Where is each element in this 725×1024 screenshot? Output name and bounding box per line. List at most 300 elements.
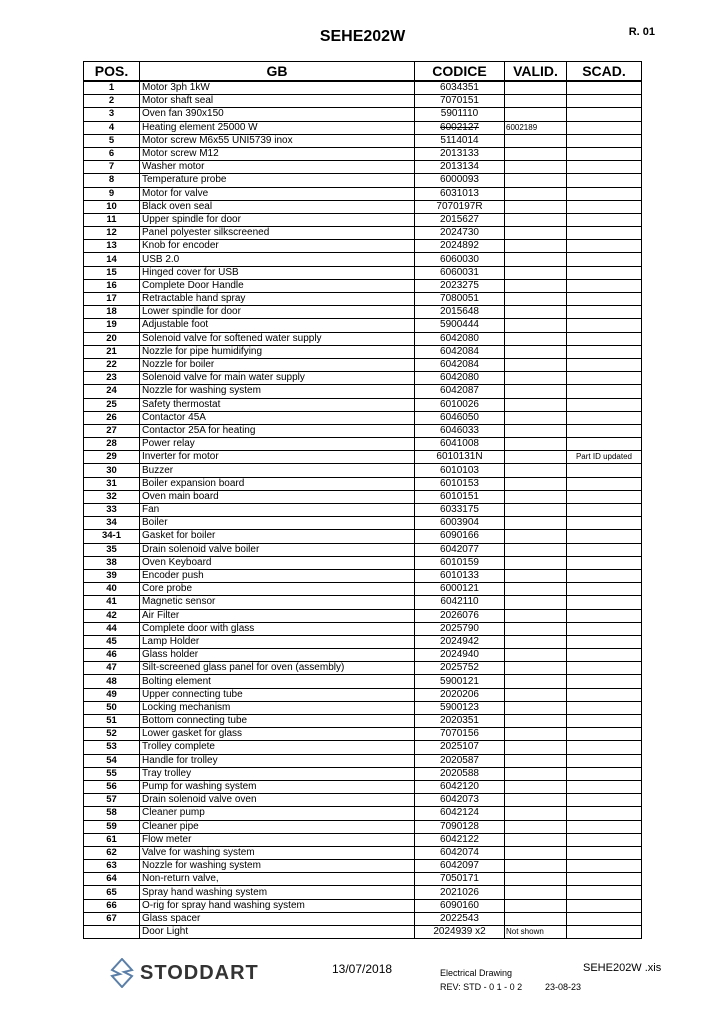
table-row — [84, 873, 642, 886]
scad-cell — [567, 912, 642, 925]
parts-table — [83, 61, 642, 939]
scad-cell — [567, 147, 642, 160]
pos-cell: 25 — [84, 398, 140, 411]
code-cell: 6042074 — [415, 846, 505, 859]
scad-cell — [567, 860, 642, 873]
code-cell: 6042077 — [415, 543, 505, 556]
table-row — [84, 134, 642, 147]
code-cell: 2021026 — [415, 886, 505, 899]
valid-cell — [505, 279, 567, 292]
pos-cell — [84, 926, 140, 939]
scad-cell — [567, 306, 642, 319]
valid-cell — [505, 556, 567, 569]
pos-cell: 48 — [84, 675, 140, 688]
pos-cell: 2 — [84, 95, 140, 108]
scad-cell — [567, 464, 642, 477]
code-cell: 6042080 — [415, 372, 505, 385]
table-row — [84, 279, 642, 292]
pos-cell: 31 — [84, 477, 140, 490]
table-row — [84, 899, 642, 912]
valid-cell — [505, 635, 567, 648]
col-header-pos: POS. — [84, 62, 140, 82]
scad-cell — [567, 635, 642, 648]
valid-cell — [505, 477, 567, 490]
scad-cell — [567, 596, 642, 609]
pos-cell: 29 — [84, 451, 140, 464]
valid-cell — [505, 767, 567, 780]
scad-cell — [567, 609, 642, 622]
table-row — [84, 227, 642, 240]
table-row — [84, 675, 642, 688]
scad-cell — [567, 701, 642, 714]
pos-cell: 11 — [84, 213, 140, 226]
valid-cell — [505, 794, 567, 807]
table-row — [84, 424, 642, 437]
table-row — [84, 846, 642, 859]
valid-cell — [505, 899, 567, 912]
valid-cell — [505, 490, 567, 503]
valid-cell — [505, 780, 567, 793]
table-row — [84, 240, 642, 253]
description-cell: Solenoid valve for softened water supply — [140, 332, 415, 345]
pos-cell: 16 — [84, 279, 140, 292]
table-row — [84, 187, 642, 200]
code-cell: 6002127 — [415, 121, 505, 134]
scad-cell — [567, 240, 642, 253]
table-row — [84, 556, 642, 569]
valid-cell — [505, 81, 567, 95]
pos-cell: 5 — [84, 134, 140, 147]
scad-cell — [567, 358, 642, 371]
valid-cell — [505, 662, 567, 675]
pos-cell: 63 — [84, 860, 140, 873]
scad-cell — [567, 319, 642, 332]
code-cell: 6041008 — [415, 438, 505, 451]
table-row — [84, 543, 642, 556]
code-cell: 6010159 — [415, 556, 505, 569]
scad-cell — [567, 504, 642, 517]
valid-cell — [505, 569, 567, 582]
description-cell: Hinged cover for USB — [140, 266, 415, 279]
scad-cell: Part ID updated — [567, 451, 642, 464]
description-cell: Bolting element — [140, 675, 415, 688]
code-cell: 7070197R — [415, 200, 505, 213]
description-cell: Motor shaft seal — [140, 95, 415, 108]
table-row — [84, 332, 642, 345]
pos-cell: 49 — [84, 688, 140, 701]
code-cell: 6033175 — [415, 504, 505, 517]
table-row — [84, 609, 642, 622]
valid-cell — [505, 174, 567, 187]
code-cell: 2026076 — [415, 609, 505, 622]
table-row — [84, 754, 642, 767]
scad-cell — [567, 794, 642, 807]
brand-logo — [110, 958, 259, 988]
code-cell: 2022543 — [415, 912, 505, 925]
description-cell: Locking mechanism — [140, 701, 415, 714]
table-row — [84, 306, 642, 319]
table-row — [84, 649, 642, 662]
description-cell: Black oven seal — [140, 200, 415, 213]
col-header-gb: GB — [140, 62, 415, 82]
table-row — [84, 688, 642, 701]
scad-cell — [567, 517, 642, 530]
code-cell: 2020206 — [415, 688, 505, 701]
scad-cell — [567, 886, 642, 899]
description-cell: Flow meter — [140, 833, 415, 846]
scad-cell — [567, 187, 642, 200]
scad-cell — [567, 583, 642, 596]
description-cell: Silt-screened glass panel for oven (assembly) — [140, 662, 415, 675]
table-row — [84, 161, 642, 174]
table-row — [84, 174, 642, 187]
pos-cell: 14 — [84, 253, 140, 266]
scad-cell — [567, 411, 642, 424]
scad-cell — [567, 754, 642, 767]
code-cell: 7090128 — [415, 820, 505, 833]
description-cell: Glass holder — [140, 649, 415, 662]
code-cell: 6000093 — [415, 174, 505, 187]
valid-cell — [505, 912, 567, 925]
pos-cell: 15 — [84, 266, 140, 279]
code-cell: 6031013 — [415, 187, 505, 200]
pos-cell: 56 — [84, 780, 140, 793]
description-cell: Complete Door Handle — [140, 279, 415, 292]
description-cell: Motor 3ph 1kW — [140, 81, 415, 95]
valid-cell — [505, 438, 567, 451]
description-cell: Nozzle for washing system — [140, 385, 415, 398]
code-cell: 6042110 — [415, 596, 505, 609]
scad-cell — [567, 807, 642, 820]
table-row — [84, 504, 642, 517]
code-cell: 2023275 — [415, 279, 505, 292]
description-cell: Glass spacer — [140, 912, 415, 925]
description-cell: Nozzle for washing system — [140, 860, 415, 873]
valid-cell: Not shown — [505, 926, 567, 939]
valid-cell — [505, 266, 567, 279]
code-cell: 6034351 — [415, 81, 505, 95]
code-cell: 6042087 — [415, 385, 505, 398]
table-header-row — [84, 62, 642, 82]
table-row — [84, 266, 642, 279]
table-row — [84, 213, 642, 226]
description-cell: Lamp Holder — [140, 635, 415, 648]
scad-cell — [567, 134, 642, 147]
description-cell: Motor screw M12 — [140, 147, 415, 160]
pos-cell: 64 — [84, 873, 140, 886]
description-cell: Lower spindle for door — [140, 306, 415, 319]
scad-cell — [567, 846, 642, 859]
scad-cell — [567, 161, 642, 174]
code-cell: 7050171 — [415, 873, 505, 886]
description-cell: Cleaner pump — [140, 807, 415, 820]
code-cell: 7080051 — [415, 293, 505, 306]
valid-cell — [505, 886, 567, 899]
table-row — [84, 108, 642, 121]
table-row — [84, 569, 642, 582]
scad-cell — [567, 715, 642, 728]
description-cell: Contactor 25A for heating — [140, 424, 415, 437]
scad-cell — [567, 121, 642, 134]
description-cell: Solenoid valve for main water supply — [140, 372, 415, 385]
valid-cell — [505, 411, 567, 424]
code-cell: 7070151 — [415, 95, 505, 108]
pos-cell: 45 — [84, 635, 140, 648]
valid-cell — [505, 385, 567, 398]
valid-cell — [505, 398, 567, 411]
code-cell: 2024892 — [415, 240, 505, 253]
pos-cell: 55 — [84, 767, 140, 780]
scad-cell — [567, 688, 642, 701]
valid-cell — [505, 688, 567, 701]
description-cell: Drain solenoid valve boiler — [140, 543, 415, 556]
description-cell: Lower gasket for glass — [140, 728, 415, 741]
table-row — [84, 596, 642, 609]
brand-name: STODDART — [140, 961, 259, 984]
code-cell: 6046050 — [415, 411, 505, 424]
scad-cell — [567, 293, 642, 306]
description-cell: O-rig for spray hand washing system — [140, 899, 415, 912]
scad-cell — [567, 833, 642, 846]
pos-cell: 58 — [84, 807, 140, 820]
pos-cell: 18 — [84, 306, 140, 319]
pos-cell: 3 — [84, 108, 140, 121]
description-cell: Heating element 25000 W — [140, 121, 415, 134]
valid-cell — [505, 609, 567, 622]
table-row — [84, 81, 642, 95]
scad-cell — [567, 279, 642, 292]
code-cell: 6042073 — [415, 794, 505, 807]
pos-cell: 53 — [84, 741, 140, 754]
pos-cell: 61 — [84, 833, 140, 846]
code-cell: 6042124 — [415, 807, 505, 820]
table-row — [84, 701, 642, 714]
pos-cell: 30 — [84, 464, 140, 477]
table-row — [84, 345, 642, 358]
table-row — [84, 490, 642, 503]
pos-cell: 41 — [84, 596, 140, 609]
code-cell: 2024940 — [415, 649, 505, 662]
table-row — [84, 926, 642, 939]
valid-cell — [505, 504, 567, 517]
scad-cell — [567, 200, 642, 213]
description-cell: Nozzle for boiler — [140, 358, 415, 371]
scad-cell — [567, 622, 642, 635]
stoddart-logo-icon — [110, 958, 134, 988]
valid-cell — [505, 213, 567, 226]
scad-cell — [567, 780, 642, 793]
description-cell: Oven fan 390x150 — [140, 108, 415, 121]
pos-cell: 34-1 — [84, 530, 140, 543]
code-cell: 6042080 — [415, 332, 505, 345]
pos-cell: 22 — [84, 358, 140, 371]
description-cell: Adjustable foot — [140, 319, 415, 332]
pos-cell: 38 — [84, 556, 140, 569]
code-cell: 6042097 — [415, 860, 505, 873]
revision-label: R. 01 — [628, 26, 655, 38]
pos-cell: 40 — [84, 583, 140, 596]
description-cell: Upper connecting tube — [140, 688, 415, 701]
code-cell: 2025752 — [415, 662, 505, 675]
table-row — [84, 794, 642, 807]
scad-cell — [567, 213, 642, 226]
pos-cell: 65 — [84, 886, 140, 899]
pos-cell: 67 — [84, 912, 140, 925]
pos-cell: 54 — [84, 754, 140, 767]
pos-cell: 46 — [84, 649, 140, 662]
code-cell: 6090166 — [415, 530, 505, 543]
code-cell: 2015627 — [415, 213, 505, 226]
code-cell: 6046033 — [415, 424, 505, 437]
description-cell: Washer motor — [140, 161, 415, 174]
pos-cell: 20 — [84, 332, 140, 345]
valid-cell — [505, 306, 567, 319]
scad-cell — [567, 649, 642, 662]
valid-cell — [505, 701, 567, 714]
description-cell: Motor screw M6x55 UNI5739 inox — [140, 134, 415, 147]
valid-cell — [505, 187, 567, 200]
code-cell: 7070156 — [415, 728, 505, 741]
pos-cell: 7 — [84, 161, 140, 174]
pos-cell: 57 — [84, 794, 140, 807]
table-row — [84, 662, 642, 675]
table-row — [84, 147, 642, 160]
code-cell: 6010153 — [415, 477, 505, 490]
valid-cell — [505, 583, 567, 596]
pos-cell: 39 — [84, 569, 140, 582]
code-cell: 5900444 — [415, 319, 505, 332]
pos-cell: 34 — [84, 517, 140, 530]
scad-cell — [567, 675, 642, 688]
valid-cell — [505, 424, 567, 437]
scad-cell — [567, 728, 642, 741]
scad-cell — [567, 477, 642, 490]
table-row — [84, 767, 642, 780]
description-cell: Fan — [140, 504, 415, 517]
scad-cell — [567, 873, 642, 886]
table-row — [84, 293, 642, 306]
table-row — [84, 912, 642, 925]
scad-cell — [567, 530, 642, 543]
pos-cell: 42 — [84, 609, 140, 622]
table-row — [84, 95, 642, 108]
scad-cell — [567, 398, 642, 411]
valid-cell — [505, 147, 567, 160]
description-cell: Valve for washing system — [140, 846, 415, 859]
valid-cell — [505, 820, 567, 833]
code-cell: 6003904 — [415, 517, 505, 530]
footer-date: 13/07/2018 — [332, 962, 393, 976]
code-cell: 5901110 — [415, 108, 505, 121]
pos-cell: 32 — [84, 490, 140, 503]
pos-cell: 17 — [84, 293, 140, 306]
pos-cell: 8 — [84, 174, 140, 187]
valid-cell — [505, 530, 567, 543]
table-row — [84, 622, 642, 635]
description-cell: Oven Keyboard — [140, 556, 415, 569]
scad-cell — [567, 767, 642, 780]
description-cell: Core probe — [140, 583, 415, 596]
footer-revision: REV: STD - 0 1 - 0 2 — [440, 982, 523, 992]
valid-cell — [505, 451, 567, 464]
code-cell: 6042120 — [415, 780, 505, 793]
table-row — [84, 517, 642, 530]
table-row — [84, 530, 642, 543]
valid-cell — [505, 345, 567, 358]
scad-cell — [567, 820, 642, 833]
description-cell: Drain solenoid valve oven — [140, 794, 415, 807]
pos-cell: 19 — [84, 319, 140, 332]
code-cell: 2020588 — [415, 767, 505, 780]
table-row — [84, 780, 642, 793]
code-cell: 2024942 — [415, 635, 505, 648]
table-row — [84, 385, 642, 398]
code-cell: 5114014 — [415, 134, 505, 147]
code-cell: 2013134 — [415, 161, 505, 174]
pos-cell: 66 — [84, 899, 140, 912]
table-row — [84, 253, 642, 266]
scad-cell — [567, 556, 642, 569]
description-cell: Retractable hand spray — [140, 293, 415, 306]
valid-cell — [505, 319, 567, 332]
code-cell: 2020351 — [415, 715, 505, 728]
code-cell: 2025790 — [415, 622, 505, 635]
pos-cell: 59 — [84, 820, 140, 833]
document-title: SEHE202W — [319, 28, 406, 45]
pos-cell: 21 — [84, 345, 140, 358]
description-cell: Air Filter — [140, 609, 415, 622]
code-cell: 2024730 — [415, 227, 505, 240]
footer-revision-date: 23-08-23 — [545, 982, 582, 992]
scad-cell — [567, 490, 642, 503]
description-cell: Oven main board — [140, 490, 415, 503]
table-row — [84, 583, 642, 596]
pos-cell: 50 — [84, 701, 140, 714]
description-cell: Magnetic sensor — [140, 596, 415, 609]
description-cell: Non-return valve, — [140, 873, 415, 886]
valid-cell — [505, 161, 567, 174]
valid-cell — [505, 833, 567, 846]
valid-cell — [505, 240, 567, 253]
valid-cell — [505, 253, 567, 266]
scad-cell — [567, 662, 642, 675]
table-row — [84, 411, 642, 424]
pos-cell: 23 — [84, 372, 140, 385]
scad-cell — [567, 741, 642, 754]
code-cell: 6060030 — [415, 253, 505, 266]
pos-cell: 35 — [84, 543, 140, 556]
code-cell: 6010026 — [415, 398, 505, 411]
table-row — [84, 886, 642, 899]
code-cell: 2015648 — [415, 306, 505, 319]
pos-cell: 28 — [84, 438, 140, 451]
scad-cell — [567, 108, 642, 121]
code-cell: 6010133 — [415, 569, 505, 582]
scad-cell — [567, 332, 642, 345]
table-row — [84, 438, 642, 451]
valid-cell — [505, 332, 567, 345]
pos-cell: 52 — [84, 728, 140, 741]
description-cell: Motor for valve — [140, 187, 415, 200]
description-cell: Power relay — [140, 438, 415, 451]
table-row — [84, 807, 642, 820]
description-cell: Encoder push — [140, 569, 415, 582]
col-header-codice: CODICE — [415, 62, 505, 82]
description-cell: Bottom connecting tube — [140, 715, 415, 728]
description-cell: Cleaner pipe — [140, 820, 415, 833]
table-row — [84, 398, 642, 411]
valid-cell — [505, 95, 567, 108]
